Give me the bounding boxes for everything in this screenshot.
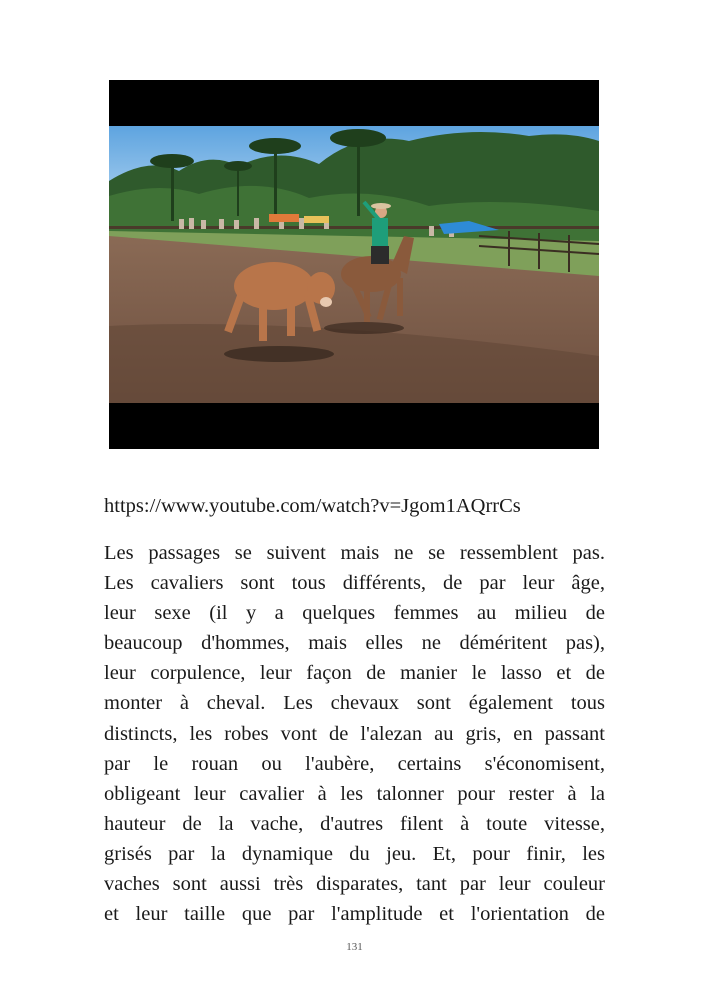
video-url[interactable]: https://www.youtube.com/watch?v=Jgom1AQrrCs <box>104 495 521 517</box>
paragraph-line: Les cavaliers sont tous différents, de par leur âge, <box>104 572 605 595</box>
paragraph-line: distincts, les robes vont de l'alezan au gris, en passant <box>104 722 605 745</box>
paragraph-line: par le rouan ou l'aubère, certains s'économisent, <box>104 752 605 775</box>
paragraph-line: leur sexe (il y a quelques femmes au milieu de <box>104 602 605 625</box>
paragraph-line: leur corpulence, leur façon de manier le lasso et de <box>104 662 605 685</box>
paragraph-line: et leur taille que par l'amplitude et l'orientation de <box>104 903 605 926</box>
rodeo-scene-image <box>109 126 599 403</box>
paragraph-line: obligeant leur cavalier à les talonner pour rester à la <box>104 782 605 805</box>
paragraph-line: Les passages se suivent mais ne se ressemblent pas. <box>104 542 605 564</box>
paragraph-line: vaches sont aussi très disparates, tant par leur couleur <box>104 873 605 896</box>
paragraph-line: monter à cheval. Les chevaux sont également tous <box>104 692 605 715</box>
paragraph-line: grisés par la dynamique du jeu. Et, pour finir, les <box>104 842 605 865</box>
video-thumbnail[interactable] <box>109 80 599 449</box>
paragraph-line: hauteur de la vache, d'autres filent à toute vitesse, <box>104 812 605 835</box>
paragraph <box>104 538 605 929</box>
page-number: 131 <box>346 941 363 953</box>
paragraph-line: beaucoup d'hommes, mais elles ne déméritent pas), <box>104 632 605 655</box>
